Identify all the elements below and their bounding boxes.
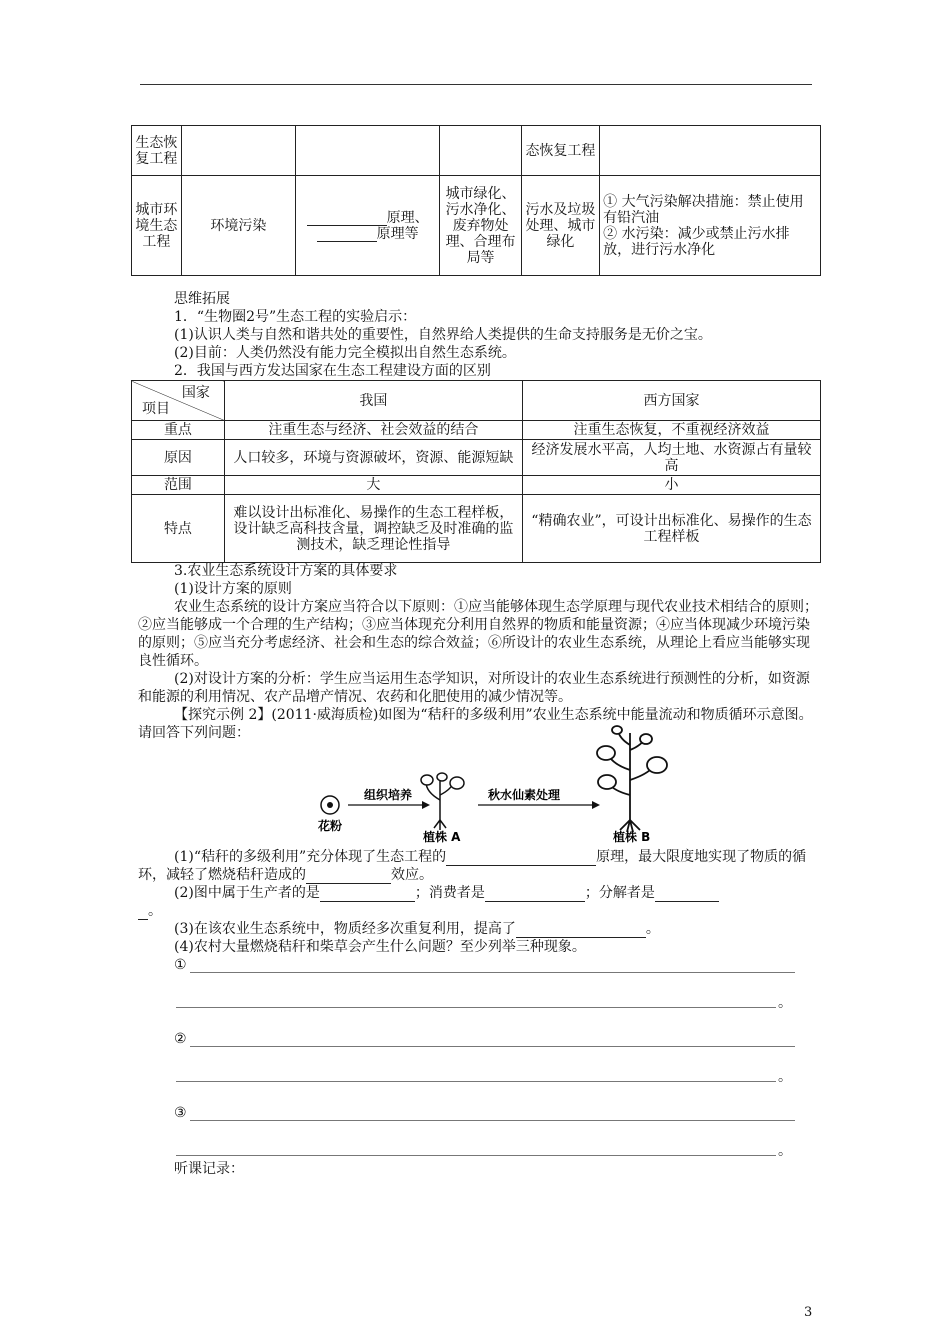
- fill-blank[interactable]: [306, 869, 391, 884]
- cell: 注重生态恢复，不重视经济效益: [522, 421, 820, 440]
- arrow-2: [478, 801, 600, 809]
- answer-line[interactable]: [190, 1046, 795, 1047]
- fill-blank[interactable]: [485, 887, 585, 902]
- fill-blank[interactable]: [446, 851, 596, 866]
- cell: 城市绿化、污水净化、废弃物处理、合理布局等: [440, 176, 521, 276]
- header-rule: [140, 84, 812, 85]
- cell: 态恢复工程: [521, 126, 599, 176]
- question-2: [138, 884, 818, 920]
- cell: 污水及垃圾处理、城市绿化: [521, 176, 599, 276]
- paragraph: (2)对设计方案的分析：学生应当运用生态学知识，对所设计的农业生态系统进行预测性的分析，如资源和能源的利用情况、农产品增产情况、农药和化肥使用的减少情况等。: [138, 671, 810, 705]
- table-row: [132, 421, 821, 440]
- text: 思维拓展: [174, 291, 230, 307]
- cell: 城市环境生态工程: [132, 176, 182, 276]
- cell: 注重生态与经济、社会效益的结合: [224, 421, 522, 440]
- notes-label: [138, 1160, 818, 1178]
- header-item: 项目: [142, 401, 170, 417]
- paragraph: [138, 344, 818, 362]
- cell: 大: [224, 476, 522, 495]
- cell: 生态恢复工程: [132, 126, 182, 176]
- text: ② 水污染：减少或禁止污水排放，进行污水净化: [603, 225, 790, 258]
- section-title: [138, 562, 818, 580]
- cell: [440, 126, 521, 176]
- text: (1)认识人类与自然和谐共处的重要性，自然界给人类提供的生命支持服务是无价之宝。: [174, 327, 712, 343]
- pollen-icon: [321, 796, 339, 814]
- text: 原理、: [386, 209, 429, 226]
- table-eco-engineering: [131, 125, 821, 276]
- answer-marker-1: ①: [174, 957, 187, 973]
- question-1: [138, 848, 818, 884]
- page-number: 3: [804, 1305, 813, 1320]
- paragraph: 农业生态系统的设计方案应当符合以下原则：①应当能够体现生态学原理与现代农业技术相结合的原则；②应当能够成一个合理的生产结构；③应当体现充分利用自然界的物质和能量资源；④应当体现减少环境污染的原则；⑤应当充分考虑经济、社会和生态的综合效益；⑥所设计的农业生态系统，从理论上看应当能够实现良性循环。: [138, 599, 818, 669]
- answer-line[interactable]: [176, 1155, 776, 1156]
- text: 原理等: [376, 225, 419, 242]
- step1-label: 组织培养: [364, 788, 413, 802]
- table-row: [132, 495, 821, 563]
- paragraph: [138, 308, 818, 326]
- plant-b-label: 植株 B: [613, 830, 651, 843]
- text: 2．我国与西方发达国家在生态工程建设方面的区别: [174, 363, 491, 379]
- cell: [181, 126, 295, 176]
- answer-line[interactable]: [176, 1081, 776, 1082]
- answer-line[interactable]: [190, 972, 795, 973]
- example-tag: 【探究示例 2】: [174, 707, 272, 723]
- text: 3.农业生态系统设计方案的具体要求: [174, 563, 398, 579]
- text: 原理，最大限度地实现了物质的循环，减轻了燃烧秸秆造成的: [138, 849, 807, 883]
- cell: [600, 176, 821, 276]
- table-row: [132, 126, 821, 176]
- table-comparison: [131, 380, 821, 563]
- answer-marker-2: ②: [174, 1031, 187, 1047]
- row-label: 重点: [132, 421, 225, 440]
- subsection: [138, 580, 818, 598]
- text: 效应。: [391, 867, 433, 883]
- fill-blank[interactable]: [516, 923, 646, 938]
- period: 。: [778, 1069, 792, 1085]
- row-label: 范围: [132, 476, 225, 495]
- diagonal-header: [132, 381, 225, 421]
- heading: [138, 290, 818, 308]
- plant-b-icon: [597, 726, 667, 832]
- fill-blank[interactable]: [138, 905, 148, 920]
- plant-a-label: 植株 A: [423, 830, 461, 843]
- text: (2011·威海质检)如图为“秸秆的多级利用”农业生态系统中能量流动和物质循环示意图。请回答下列问题：: [138, 707, 813, 741]
- cell: 小: [522, 476, 820, 495]
- text: (2)图中属于生产者的是: [174, 885, 320, 901]
- text: (2)目前：人类仍然没有能力完全模拟出自然生态系统。: [174, 345, 516, 361]
- table-row: [132, 440, 821, 476]
- text: 1．“生物圈2号”生态工程的实验启示：: [174, 309, 417, 325]
- cell: [295, 176, 440, 276]
- question-3: [138, 920, 818, 938]
- period: 。: [778, 995, 792, 1011]
- text: 听课记录：: [174, 1161, 244, 1177]
- answer-line[interactable]: [190, 1120, 795, 1121]
- cell: 环境污染: [181, 176, 295, 276]
- arrow-1: [348, 801, 430, 809]
- text: ；消费者是: [414, 885, 485, 901]
- pollen-label: 花粉: [318, 819, 343, 833]
- question-4: (4)农村大量燃烧秸秆和柴草会产生什么问题？至少列举三种现象。: [174, 939, 586, 955]
- row-label: 原因: [132, 440, 225, 476]
- fill-blank[interactable]: [317, 227, 377, 242]
- plant-a-icon: [421, 773, 464, 830]
- table-row: [132, 381, 821, 421]
- text: (1)“秸秆的多级利用”充分体现了生态工程的: [174, 849, 447, 865]
- step2-label: 秋水仙素处理: [488, 788, 561, 802]
- col-header: 西方国家: [522, 381, 820, 421]
- header-country: 国家: [181, 385, 210, 401]
- cell: “精确农业”，可设计出标准化、易操作的生态工程样板: [522, 495, 820, 563]
- col-header: 我国: [224, 381, 522, 421]
- fill-blank[interactable]: [655, 887, 719, 902]
- text: 。: [148, 903, 162, 919]
- paragraph: [138, 326, 818, 344]
- cell: 人口较多，环境与资源破坏，资源、能源短缺: [224, 440, 522, 476]
- answer-marker-3: ③: [174, 1105, 187, 1121]
- fill-blank[interactable]: [320, 887, 415, 902]
- text: (1)设计方案的原则: [174, 581, 292, 597]
- cell: [600, 126, 821, 176]
- paragraph: [138, 362, 818, 380]
- text: 。: [645, 921, 660, 937]
- cell: 难以设计出标准化、易操作的生态工程样板，设计缺乏高科技含量，调控缺乏及时准确的监测技术，缺乏理论性指导: [224, 495, 522, 563]
- pollen-culture-diagram: [310, 725, 690, 843]
- text: ；分解者是: [584, 885, 655, 901]
- text: ① 大气污染解决措施：禁止使用有铅汽油: [603, 193, 804, 226]
- period: 。: [778, 1143, 792, 1159]
- row-label: 特点: [132, 495, 225, 563]
- table-row: [132, 476, 821, 495]
- answer-line[interactable]: [176, 1007, 776, 1008]
- table-row: [132, 176, 821, 276]
- cell: [295, 126, 440, 176]
- fill-blank[interactable]: [307, 211, 387, 226]
- cell: 经济发展水平高，人均土地、水资源占有量较高: [522, 440, 820, 476]
- text: (3)在该农业生态系统中，物质经多次重复利用，提高了: [174, 921, 516, 937]
